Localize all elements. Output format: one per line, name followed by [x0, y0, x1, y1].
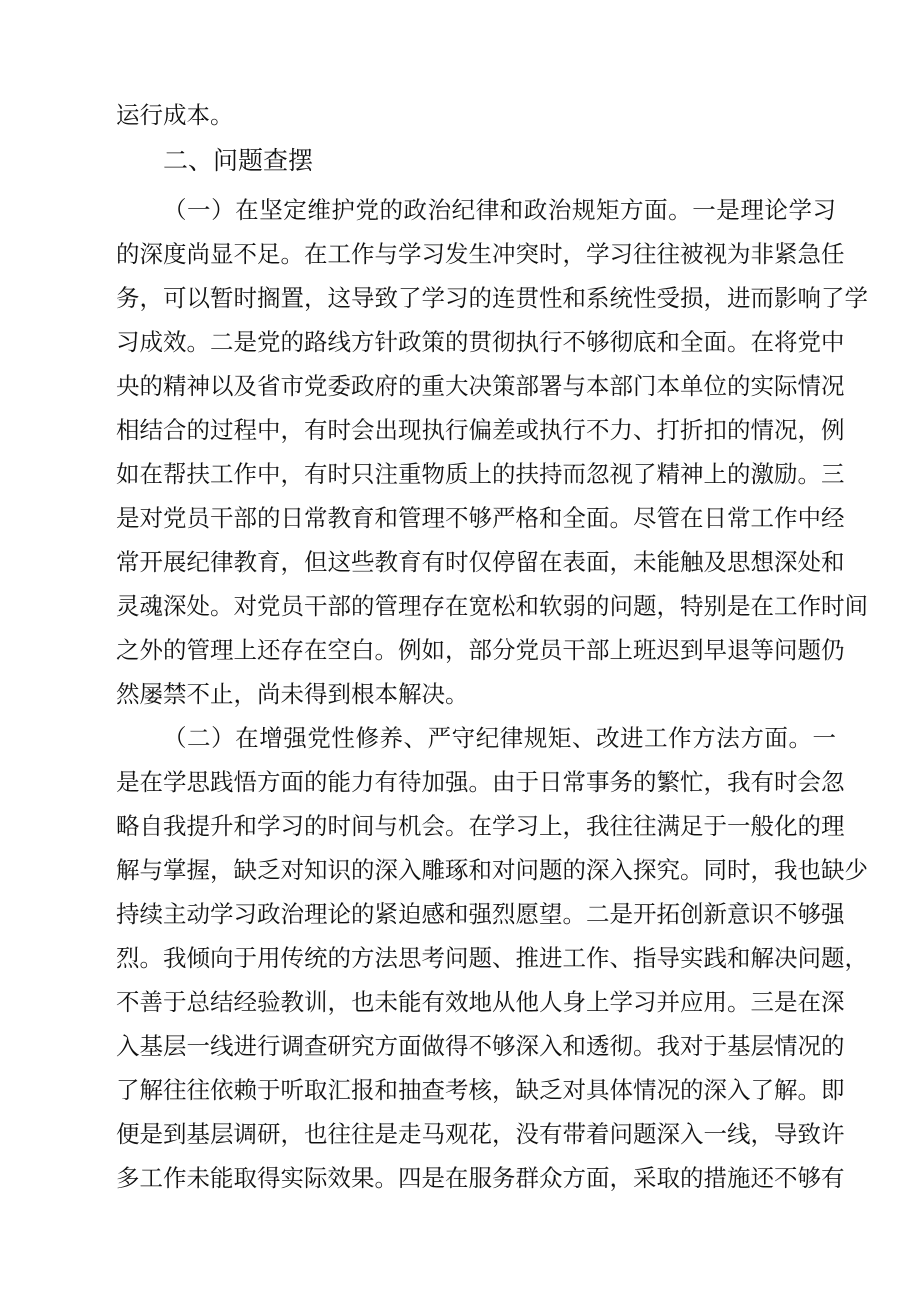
paragraph-1-line: 习成效。二是党的路线方针政策的贯彻执行不够彻底和全面。在将党中: [116, 328, 845, 356]
paragraph-2-line: 了解往往依赖于听取汇报和抽查考核，缺乏对具体情况的深入了解。即: [116, 1076, 845, 1104]
paragraph-1-line: 然屡禁不止，尚未得到根本解决。: [116, 680, 469, 708]
paragraph-2-line: 便是到基层调研，也往往是走马观花，没有带着问题深入一线，导致许: [116, 1120, 845, 1148]
paragraph-2-line: 不善于总结经验教训，也未能有效地从他人身上学习并应用。三是在深: [116, 988, 845, 1016]
paragraph-2-line: 入基层一线进行调查研究方面做得不够深入和透彻。我对于基层情况的: [116, 1032, 845, 1060]
paragraph-2-line: 是在学思践悟方面的能力有待加强。由于日常事务的繁忙，我有时会忽: [116, 768, 845, 796]
paragraph-1-line: 相结合的过程中，有时会出现执行偏差或执行不力、打折扣的情况，例: [116, 416, 845, 444]
paragraph-1-line: 常开展纪律教育，但这些教育有时仅停留在表面，未能触及思想深处和: [116, 548, 845, 576]
paragraph-1-line: （一）在坚定维护党的政治纪律和政治规矩方面。一是理论学习: [163, 196, 836, 224]
paragraph-2-line: （二）在增强党性修养、严守纪律规矩、改进工作方法方面。一: [163, 724, 836, 752]
paragraph-1-line: 央的精神以及省市党委政府的重大决策部署与本部门本单位的实际情况: [116, 372, 845, 400]
paragraph-1-line: 如在帮扶工作中，有时只注重物质上的扶持而忽视了精神上的激励。三: [116, 460, 845, 488]
paragraph-1-line: 是对党员干部的日常教育和管理不够严格和全面。尽管在日常工作中经: [116, 504, 845, 532]
paragraph-2-line: 烈。我倾向于用传统的方法思考问题、推进工作、指导实践和解决问题，: [116, 944, 868, 972]
paragraph-2-line: 略自我提升和学习的时间与机会。在学习上，我往往满足于一般化的理: [116, 812, 845, 840]
paragraph-1-line: 务，可以暂时搁置，这导致了学习的连贯性和系统性受损，进而影响了学: [116, 284, 868, 312]
paragraph-1-line: 之外的管理上还存在空白。例如，部分党员干部上班迟到早退等问题仍: [116, 636, 845, 664]
paragraph-2-line: 多工作未能取得实际效果。四是在服务群众方面，采取的措施还不够有: [116, 1164, 845, 1192]
section-heading: 二、问题查摆: [163, 146, 314, 175]
paragraph-1-line: 的深度尚显不足。在工作与学习发生冲突时，学习往往被视为非紧急任: [116, 240, 845, 268]
paragraph-2-line: 解与掌握，缺乏对知识的深入雕琢和对问题的深入探究。同时，我也缺少: [116, 856, 868, 884]
intro-tail-line: 运行成本。: [116, 101, 234, 129]
paragraph-2-line: 持续主动学习政治理论的紧迫感和强烈愿望。二是开拓创新意识不够强: [116, 900, 845, 928]
paragraph-1-line: 灵魂深处。对党员干部的管理存在宽松和软弱的问题，特别是在工作时间: [116, 592, 868, 620]
